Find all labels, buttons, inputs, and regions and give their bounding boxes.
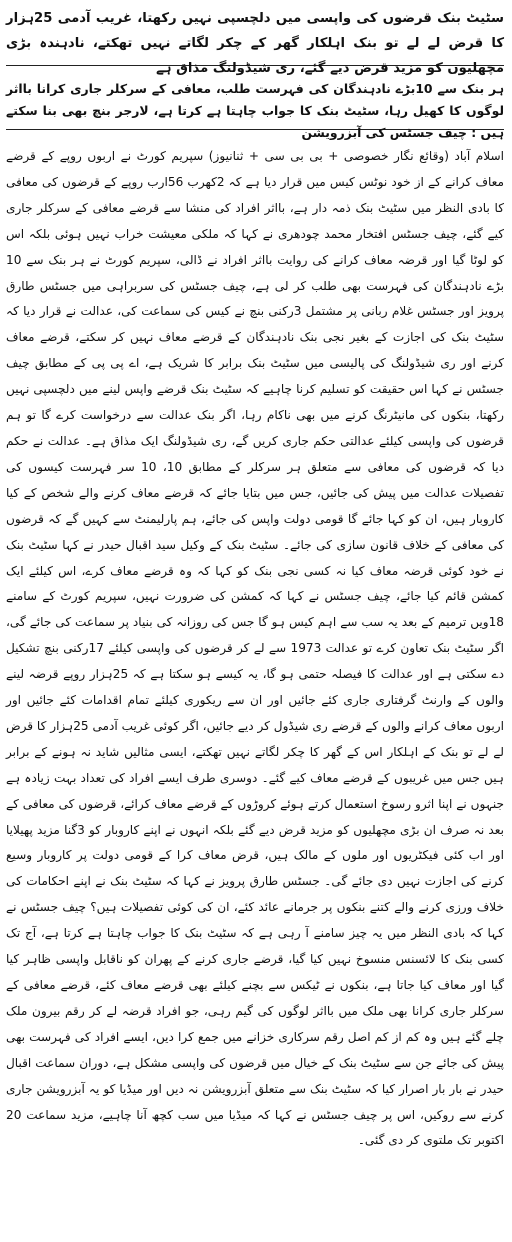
- subheadline-byline: چیف جسٹس کی آبزرویشن: [301, 125, 467, 140]
- headline: سٹیٹ بنک قرضوں کی واپسی میں دلچسپی نہیں رکھتا، غریب آدمی 25ہزار کا قرض لے لے تو بنک اہلکار گھر کے چکر لگاتے نہیں تھکتے، نادہندہ بڑی مچھلیوں کو مزید قرض دیے گئے، ری شیڈولنگ مذاق ہے: [6, 11, 504, 76]
- article-body: اسلام آباد (وقائع نگار خصوصی + بی بی سی + ثنانیوز) سپریم کورٹ نے اربوں روپے کے قرضے معاف کرانے کے از خود نوٹس کیس میں قرار دیا ہے کہ 2کھرب 56ارب روپے کے قرضوں کی معافی کا بادی النظر میں سٹیٹ بنک ذمہ دار ہے، بااثر افراد کی منشا سے قرضے معافی کے سرکلر جاری کیے گئے، چیف جسٹس افتخار محمد چودھری نے کہا کہ ملکی معیشت خراب نہیں ہوئی بلکہ اس کو لوٹا گیا اور قرضہ معاف کرانے کی روایت بااثر افراد نے ڈالی، سپریم کورٹ نے ہر بنک سے 10 بڑے نادہندگان کی فہرست بھی طلب کر لی ہے، چیف جسٹس کی سربراہی میں جسٹس طارق پرویز اور جسٹس غلام ربانی پر مشتمل 3رکنی بنچ نے کیس کی سماعت کی، عدالت نے قرار دیا کہ سٹیٹ بنک کی اجازت کے بغیر نجی بنک نادہندگان کے قرضے معاف نہیں کر سکتے، قرضے معاف کرنے اور ری شیڈولنگ کی پالیسی میں سٹیٹ بنک برابر کا شریک ہے، اے پی پی کے مطابق چیف جسٹس نے کہا اس حقیقت کو تسلیم کرنا چاہیے کہ سٹیٹ بنک قرضے واپس لینے میں دلچسپی نہیں رکھتا، بنکوں کی مانیٹرنگ کرنے میں بھی ناکام رہا، اگر بنک عدالت سے درخواست کرے گا تو ہم قرضوں کی واپسی کیلئے عدالتی حکم جاری کریں گے، ری شیڈولنگ ایک مذاق ہے۔ عدالت نے حکم دیا کہ قرضوں کی معافی سے متعلق ہر سرکلر کے مطابق 10، 10 سر فہرست کیسوں کی تفصیلات عدالت میں پیش کی جائیں، جس میں بتایا جائے کہ قرضے معاف کرنے والے شخص کے کیا کاروبار ہیں، ان کو کہا جائے گا قومی دولت واپس کی جائے، ہم پارلیمنٹ سے کہیں گے کہ قرضوں کی معافی کے خلاف قانون سازی کی جائے۔ سٹیٹ بنک کے وکیل سید اقبال حیدر نے کہا سٹیٹ بنک نے خود کوئی قرضہ معاف کیا نہ کسی نجی بنک کو کہا کہ وہ قرضے معاف کرے، اس کیلئے ایک کمشن قائم کیا جائے، چیف جسٹس نے کہا کہ کمشن کی ضرورت نہیں، سپریم کورٹ کے سامنے 18ویں ترمیم کے بعد یہ سب سے اہم کیس ہو گا جس کی روزانہ کی بنیاد پر سماعت کی جائے گی، اگر سٹیٹ بنک تعاون کرے تو عدالت 1973 سے لے کر قرضوں کی واپسی کیلئے 17رکنی بنچ تشکیل دے سکتی ہے اور عدالت کا فیصلہ حتمی ہو گا، یہ کیسے ہو سکتا ہے کہ 25ہزار روپے قرضہ لینے والوں کے وارنٹ گرفتاری جاری کئے جائیں اور ان سے ریکوری کیلئے تمام اقدامات کئے جائیں اور اربوں معاف کرانے والوں کے قرضے ری شیڈول کر دیے جائیں، اگر کوئی غریب آدمی 25ہزار کا قرض لے لے تو بنک کے اہلکار اس کے گھر کا چکر لگاتے نہیں تھکتے، ایسی مثالیں شاید نہ ہونے کے برابر ہیں جس میں غریبوں کے قرضے معاف کیے گئے۔ دوسری طرف ایسے افراد کی تعداد بہت زیادہ ہے جنہوں نے اپنا اثرو رسوخ استعمال کرتے ہوئے کروڑوں کے قرضے معاف کرائے، قرضوں کی معافی کے بعد نہ صرف ان بڑی مچھلیوں کو مزید قرض دیے گئے بلکہ انہوں نے اپنے کاروبار کو 3گنا مزید پھیلایا اور اب کئی فیکٹریوں اور ملوں کے مالک ہیں، قرض معاف کرا کے قومی دولت پر کاروبار وسیع کرنے کی اجازت نہیں دی جائے گی۔ جسٹس طارق پرویز نے کہا کہ سٹیٹ بنک نے اپنے احکامات کی خلاف ورزی کرنے والے کتنے بنکوں پر جرمانے عائد کئے، ان کی کوئی تفصیلات ہیں؟ چیف جسٹس نے کہا کہ بادی النظر میں یہ چیز سامنے آ رہی ہے کہ سٹیٹ بنک کا جواب چاہتا ہے کرتا ہے، آج تک کسی بنک کا لائسنس منسوخ نہیں کیا گیا، قرضے جاری کرنے کے پھران کو ناقابل واپسی ظاہر کیا گیا اور معاف کیا جاتا ہے، بنکوں نے ٹیکس سے بچنے کیلئے بھی قرضے معاف کئے، قرضے معافی کے سرکلر جاری کرانا بھی ملک میں بااثر لوگوں کی گیم رہی، جو افراد قرضہ لے کر رقم بیرون ملک چلے گئے ہیں وہ کم از کم اصل رقم سرکاری خزانے میں جمع کرا دیں، ایسے افراد کی فہرست بھی پیش کی جائے جن سے سٹیٹ بنک کے خیال میں قرضوں کی واپسی مشکل ہے، دوران سماعت اقبال حیدر نے بار بار اصرار کیا کہ سٹیٹ بنک سے متعلق آبزرویشن نہ دیں اور میڈیا کو یہ آبزرویشن جاری کرنے سے روکیں، اس پر چیف جسٹس نے کہا کہ میڈیا میں سب کچھ آنا چاہیے، مزید سماعت 20 اکتوبر تک ملتوی کر دی گئی۔: [6, 149, 505, 1148]
- subheadline-text: ہر بنک سے 10بڑے نادہندگان کی فہرست طلب، معافی کے سرکلر جاری کرانا بااثر لوگوں کا کھیل رہا، سٹیٹ بنک کا جواب چاہتا ہے کرتا ہے، لارجر بنچ بھی بنا سکتے ہیں :: [6, 81, 504, 140]
- subheadline: [6, 78, 504, 140]
